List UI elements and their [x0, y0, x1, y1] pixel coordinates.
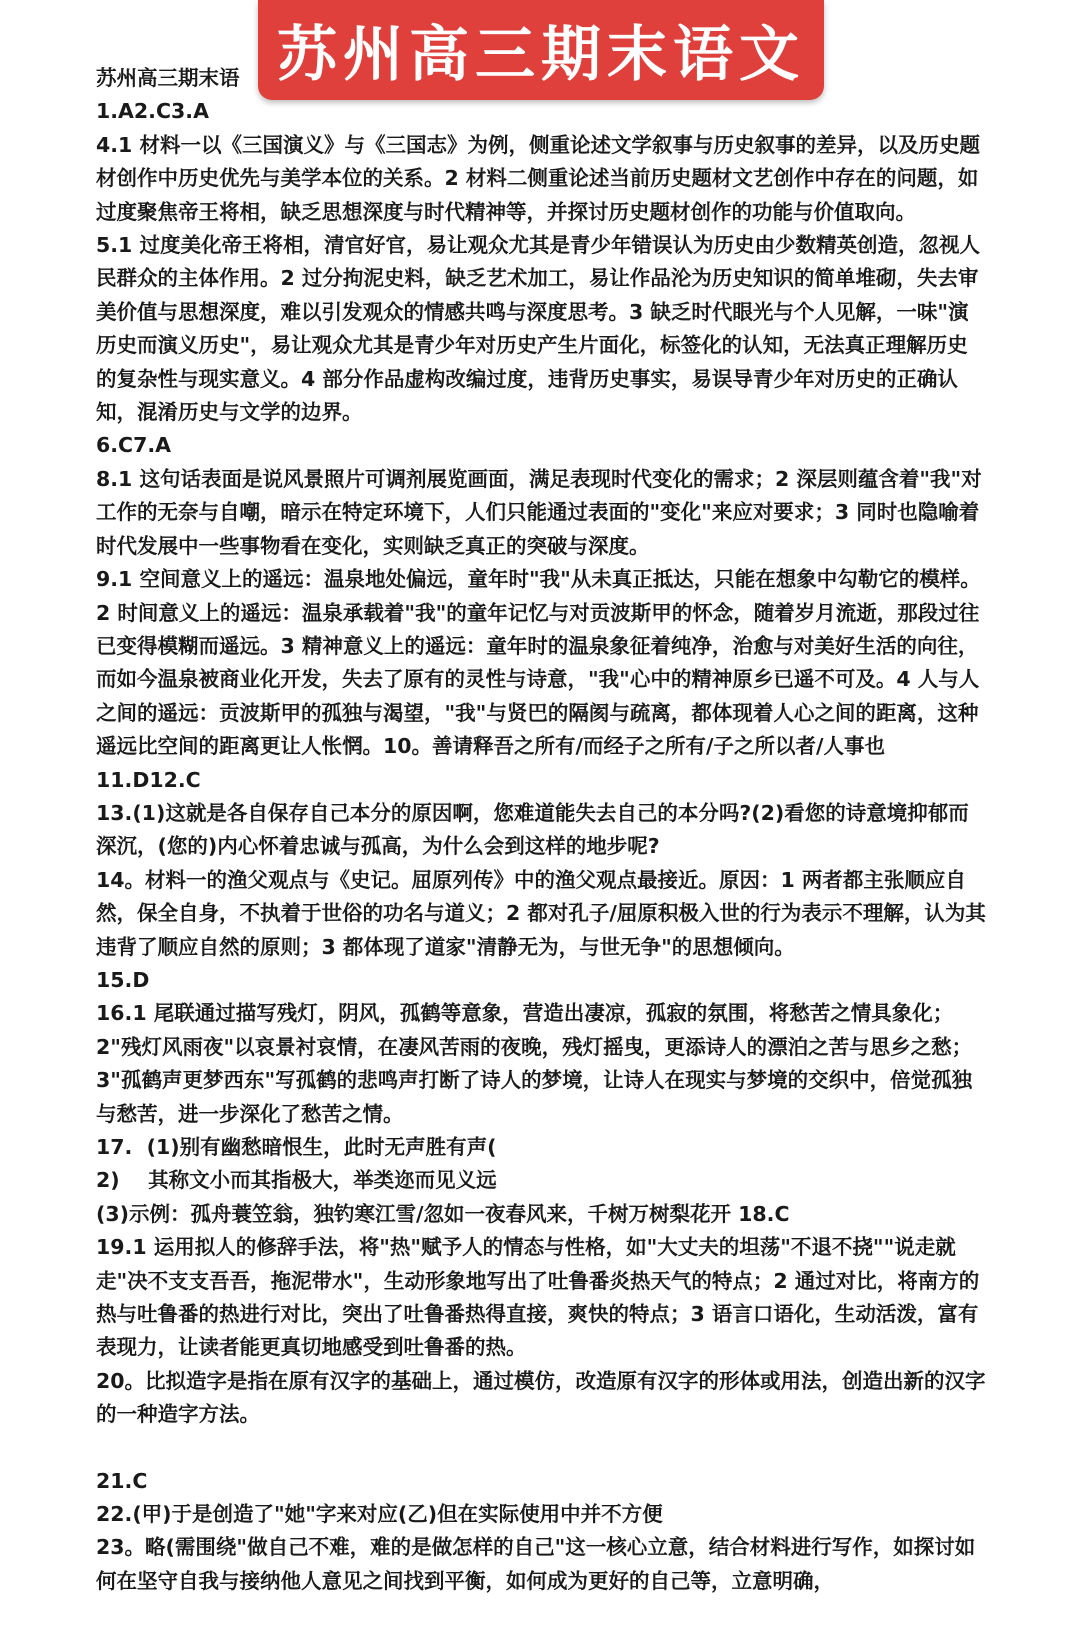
answer-6-7: 6.C7.A	[96, 433, 172, 458]
answer-13: 13.(1)这就是各自保存自己本分的原因啊，您难道能失去自己的本分吗?(2)看您的诗意境抑郁而深沉，(您的)内心怀着忠诚与孤高，为什么会到这样的地步呢?	[96, 800, 969, 859]
answer-1-3: 1.A2.C3.A	[96, 99, 209, 124]
answer-document	[96, 62, 988, 1598]
answer-22: 22.(甲)于是创造了"她"字来对应(乙)但在实际使用中并不方便	[96, 1502, 663, 1527]
answer-17-3-18: (3)示例：孤舟蓑笠翁，独钓寒江雪/忽如一夜春风来，千树万树梨花开 18.C	[96, 1201, 790, 1226]
title-banner	[258, 0, 824, 100]
answer-14: 14。材料一的渔父观点与《史记。屈原列传》中的渔父观点最接近。原因：1 两者都主张顺应自然，保全自身，不执着于世俗的功名与道义；2 都对孔子/屈原积极入世的行为表示不理解，认为其违背了顺应自然的原则；3 都体现了道家"清静无为，与世无争"的思想倾向。	[96, 867, 986, 959]
answer-15: 15.D	[96, 967, 150, 992]
answer-23: 23。略(需围绕"做自己不难，难的是做怎样的自己"这一核心立意，结合材料进行写作，如探讨如何在坚守自我与接纳他人意见之间找到平衡，如何成为更好的自己等，立意明确，	[96, 1535, 976, 1593]
answer-4: 4.1 材料一以《三国演义》与《三国志》为例，侧重论述文学叙事与历史叙事的差异，以及历史题材创作中历史优先与美学本位的关系。2 材料二侧重论述当前历史题材文艺创作中存在的问题，如过度聚焦帝王将相，缺乏思想深度与时代精神等，并探讨历史题材创作的功能与价值取向。	[96, 132, 980, 224]
blank-line	[96, 1432, 988, 1465]
answer-9-12: 9.1 空间意义上的遥远：温泉地处偏远，童年时"我"从未真正抵达，只能在想象中勾勒它的模样。2 时间意义上的遥远：温泉承载着"我"的童年记忆与对贡波斯甲的怀念，随着岁月流逝，那段过往已变得模糊而遥远。3 精神意义上的遥远：童年时的温泉象征着纯净，治愈与对美好生活的向往，而如今温泉被商业化开发，失去了原有的灵性与诗意，"我"心中的精神原乡已遥不可及。4 人与人之间的遥远：贡波斯甲的孤独与渴望，"我"与贤巴的隔阂与疏离，都体现着人心之间的距离，这种遥远比空间的距离更让人怅惘。10。善请释吾之所有/而经子之所有/子之所以者/人事也 11.D12.C	[96, 567, 981, 792]
answer-8: 8.1 这句话表面是说风景照片可调剂展览画面，满足表现时代变化的需求；2 深层则蕴含着"我"对工作的无奈与自嘲，暗示在特定环境下，人们只能通过表面的"变化"来应对要求；3 同时也隐喻着时代发展中一些事物看在变化，实则缺乏真正的突破与深度。	[96, 466, 982, 558]
answer-17-2: 2) 其称文小而其指极大，举类迩而见义远	[96, 1168, 497, 1193]
answer-20: 20。比拟造字是指在原有汉字的基础上，通过模仿，改造原有汉字的形体或用法，创造出新的汉字的一种造字方法。	[96, 1368, 986, 1427]
document-heading: 苏州高三期末语	[96, 66, 240, 90]
answer-21: 21.C	[96, 1468, 148, 1493]
answer-16: 16.1 尾联通过描写残灯，阴风，孤鹤等意象，营造出凄凉，孤寂的氛围，将愁苦之情具象化；2"残灯风雨夜"以哀景衬哀情，在凄风苦雨的夜晚，残灯摇曳，更添诗人的漂泊之苦与思乡之愁；3"孤鹤声更梦西东"写孤鹤的悲鸣声打断了诗人的梦境，让诗人在现实与梦境的交织中，倍觉孤独与愁苦，进一步深化了愁苦之情。	[96, 1001, 973, 1126]
answer-5: 5.1 过度美化帝王将相，清官好官，易让观众尤其是青少年错误认为历史由少数精英创造，忽视人民群众的主体作用。2 过分拘泥史料，缺乏艺术加工，易让作品沦为历史知识的简单堆砌，失去审美价值与思想深度，难以引发观众的情感共鸣与深度思考。3 缺乏时代眼光与个人见解，一味"演历史而演义历史"，易让观众尤其是青少年对历史产生片面化，标签化的认知，无法真正理解历史的复杂性与现实意义。4 部分作品虚构改编过度，违背历史事实，易误导青少年对历史的正确认知，混淆历史与文学的边界。	[96, 233, 980, 425]
answer-19: 19.1 运用拟人的修辞手法，将"热"赋予人的情态与性格，如"大丈夫的坦荡"不退不挠""说走就走"决不支支吾吾，拖泥带水"，生动形象地写出了吐鲁番炎热天气的特点；2 通过对比，将南方的热与吐鲁番的热进行对比，突出了吐鲁番热得直接，爽快的特点；3 语言口语化，生动活泼，富有表现力，让读者能更真切地感受到吐鲁番的热。	[96, 1235, 980, 1360]
banner-title: 苏州高三期末语文	[277, 20, 805, 90]
answer-17-1: 17. (1)别有幽愁暗恨生，此时无声胜有声(	[96, 1135, 497, 1159]
